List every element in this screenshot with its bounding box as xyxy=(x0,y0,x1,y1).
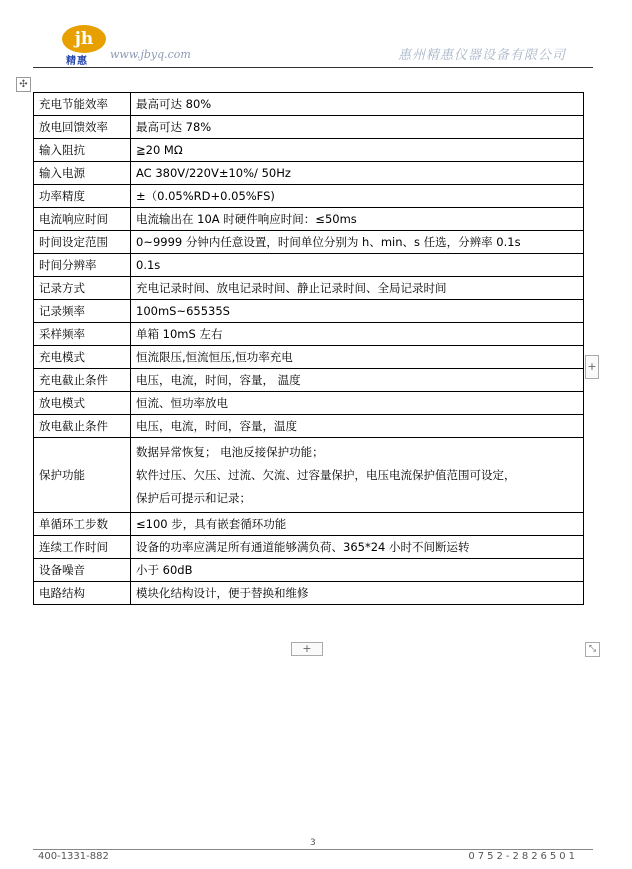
table-row xyxy=(34,438,584,513)
table-row xyxy=(34,254,584,277)
row-value: 最高可达 80% xyxy=(131,93,584,116)
row-label: 电流响应时间 xyxy=(34,208,131,231)
table-row xyxy=(34,231,584,254)
row-label: 输入电源 xyxy=(34,162,131,185)
row-value: 单箱 10mS 左右 xyxy=(131,323,584,346)
table-row xyxy=(34,277,584,300)
row-value: 设备的功率应满足所有通道能够满负荷、365*24 小时不间断运转 xyxy=(131,536,584,559)
table-row xyxy=(34,369,584,392)
row-label: 单循环工步数 xyxy=(34,513,131,536)
table-resize-icon[interactable]: ⤡ xyxy=(585,642,600,657)
protection-line: 软件过压、欠压、过流、欠流、过容量保护，电压电流保护值范围可设定， xyxy=(136,467,516,482)
table-row xyxy=(34,185,584,208)
row-value: ≤100 步，具有嵌套循环功能 xyxy=(131,513,584,536)
row-value: 0~9999 分钟内任意设置，时间单位分别为 h、min、s 任选，分辨率 0.1s xyxy=(131,231,584,254)
row-value: 电压，电流，时间，容量，温度 xyxy=(131,415,584,438)
row-label: 电路结构 xyxy=(34,582,131,605)
row-value: 模块化结构设计，便于替换和维修 xyxy=(131,582,584,605)
row-label: 记录方式 xyxy=(34,277,131,300)
table-row xyxy=(34,116,584,139)
row-label: 设备噪音 xyxy=(34,559,131,582)
table-row xyxy=(34,300,584,323)
table-row xyxy=(34,582,584,605)
row-value-multiline xyxy=(131,438,584,513)
footer-divider xyxy=(33,849,593,850)
add-column-button[interactable]: + xyxy=(585,355,599,379)
row-label: 充电节能效率 xyxy=(34,93,131,116)
footer-phone-right: 0752-2826501 xyxy=(468,851,578,862)
row-value: ≧20 MΩ xyxy=(131,139,584,162)
row-value: 电流输出在 10A 时硬件响应时间：≤50ms xyxy=(131,208,584,231)
table-row xyxy=(34,536,584,559)
row-value: ±（0.05%RD+0.05%FS) xyxy=(131,185,584,208)
row-value: AC 380V/220V±10%/ 50Hz xyxy=(131,162,584,185)
table-row xyxy=(34,392,584,415)
row-value: 充电记录时间、放电记录时间、静止记录时间、全局记录时间 xyxy=(131,277,584,300)
spec-table xyxy=(33,92,584,605)
logo-subtitle: 精惠 xyxy=(66,56,88,67)
table-move-icon[interactable]: ✣ xyxy=(16,77,31,92)
company-name: 惠州精惠仪器设备有限公司 xyxy=(397,48,566,63)
company-logo: jh xyxy=(62,25,106,53)
row-label: 连续工作时间 xyxy=(34,536,131,559)
website-url: www.jbyq.com xyxy=(110,48,191,61)
row-label: 充电模式 xyxy=(34,346,131,369)
footer-phone-left: 400-1331-882 xyxy=(38,851,109,862)
table-row xyxy=(34,346,584,369)
row-value: 最高可达 78% xyxy=(131,116,584,139)
row-label: 记录频率 xyxy=(34,300,131,323)
row-label: 功率精度 xyxy=(34,185,131,208)
row-value: 100mS~65535S xyxy=(131,300,584,323)
table-row xyxy=(34,513,584,536)
row-value: 0.1s xyxy=(131,254,584,277)
table-row xyxy=(34,162,584,185)
table-row xyxy=(34,559,584,582)
row-label: 充电截止条件 xyxy=(34,369,131,392)
row-label: 保护功能 xyxy=(34,438,131,513)
header-divider xyxy=(33,67,593,68)
row-label: 输入阻抗 xyxy=(34,139,131,162)
row-label: 放电截止条件 xyxy=(34,415,131,438)
row-label: 时间分辨率 xyxy=(34,254,131,277)
add-row-button[interactable]: + xyxy=(291,642,323,656)
table-row xyxy=(34,139,584,162)
row-value: 电压，电流，时间，容量， 温度 xyxy=(131,369,584,392)
row-value: 恒流限压,恒流恒压,恒功率充电 xyxy=(131,346,584,369)
protection-line: 数据异常恢复； 电池反接保护功能； xyxy=(136,444,324,459)
table-row xyxy=(34,323,584,346)
row-label: 放电模式 xyxy=(34,392,131,415)
page-number: 3 xyxy=(310,838,316,848)
protection-line: 保护后可提示和记录； xyxy=(136,490,251,505)
row-label: 放电回馈效率 xyxy=(34,116,131,139)
row-value: 恒流、恒功率放电 xyxy=(131,392,584,415)
table-row xyxy=(34,415,584,438)
row-value: 小于 60dB xyxy=(131,559,584,582)
row-label: 时间设定范围 xyxy=(34,231,131,254)
row-label: 采样频率 xyxy=(34,323,131,346)
table-row xyxy=(34,93,584,116)
table-row xyxy=(34,208,584,231)
